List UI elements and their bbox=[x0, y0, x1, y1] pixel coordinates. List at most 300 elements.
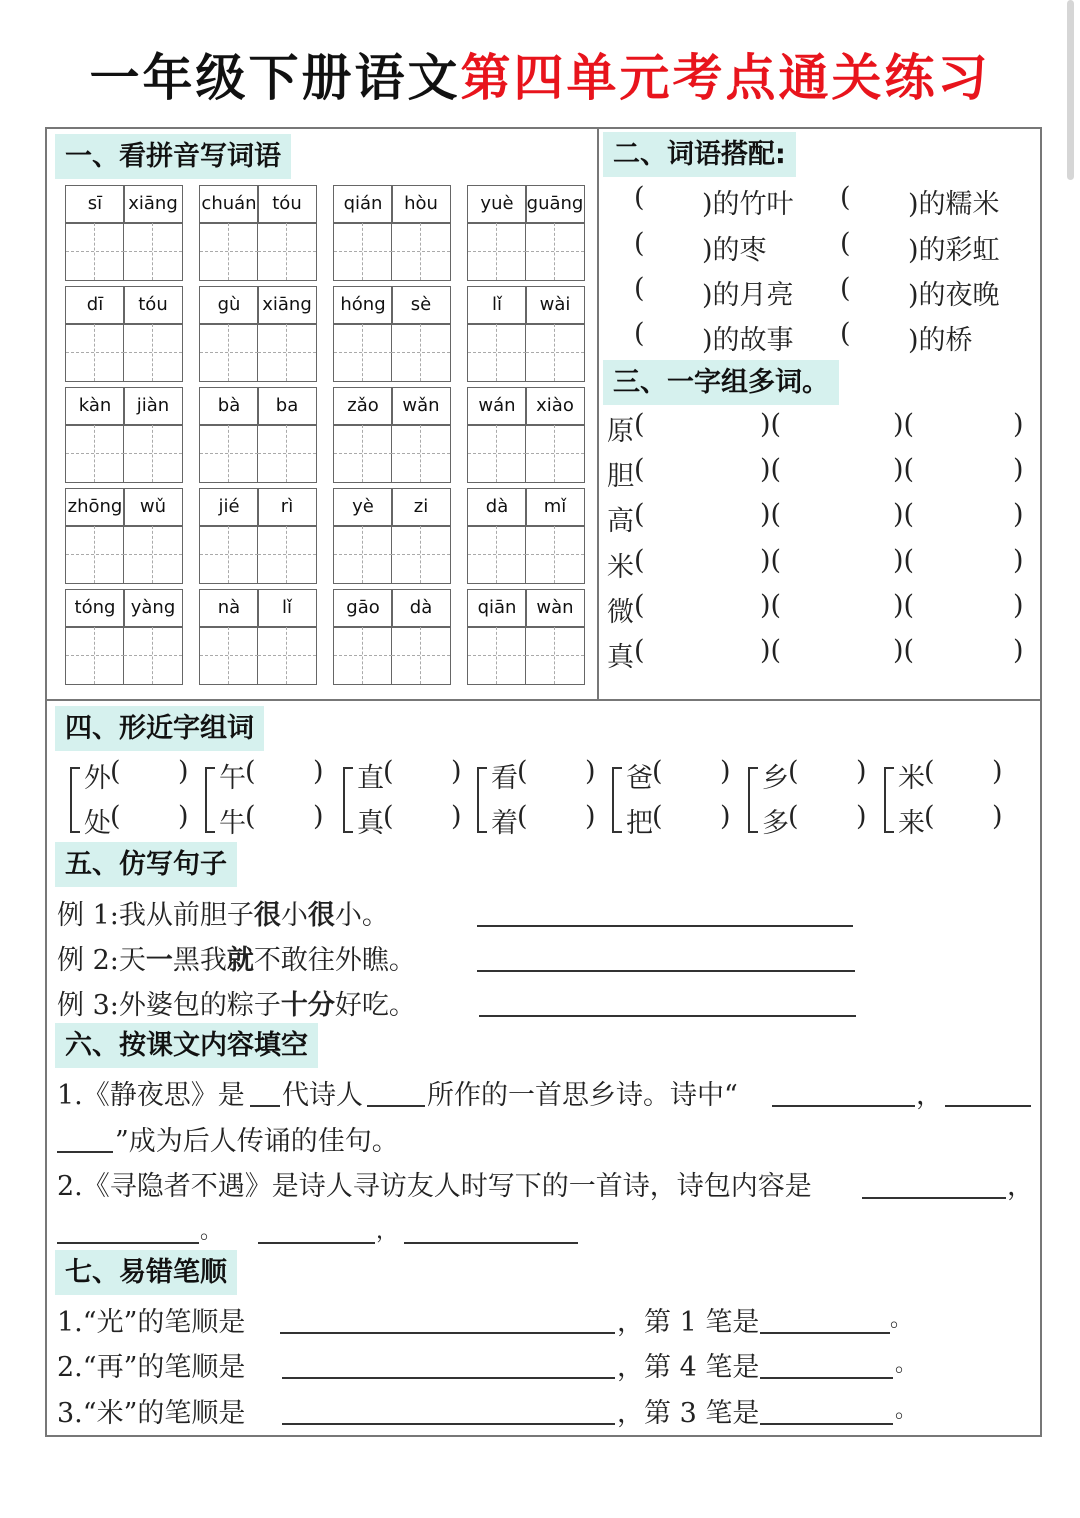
guide-line bbox=[392, 453, 450, 454]
cell-separator bbox=[123, 186, 125, 222]
paren: ( bbox=[110, 756, 121, 787]
paren: ) bbox=[1013, 590, 1024, 621]
title-part-1: 一年级下册语文 bbox=[89, 49, 461, 107]
scrollbar[interactable] bbox=[1067, 0, 1074, 180]
paren: ) bbox=[313, 756, 324, 787]
root-char: 米 bbox=[607, 552, 634, 583]
match-open-paren: ( bbox=[634, 182, 645, 213]
writing-box[interactable] bbox=[258, 627, 316, 684]
guide-line bbox=[200, 554, 258, 555]
paren: ) bbox=[178, 756, 189, 787]
writing-box[interactable] bbox=[392, 425, 450, 482]
writing-box[interactable] bbox=[334, 425, 392, 482]
match-open-paren: ( bbox=[634, 228, 645, 259]
pinyin-cell[interactable] bbox=[65, 589, 183, 685]
writing-box[interactable] bbox=[526, 223, 584, 280]
paren: ) bbox=[992, 756, 1003, 787]
match-open-paren: ( bbox=[840, 228, 851, 259]
paren: ( bbox=[788, 756, 799, 787]
match-open-paren: ( bbox=[840, 273, 851, 304]
guide-line bbox=[526, 251, 584, 252]
paren: )( bbox=[893, 590, 915, 621]
match-phrase-left: )的月亮 bbox=[702, 280, 794, 311]
pinyin-cell[interactable] bbox=[65, 488, 183, 584]
pinyin-syllable: qiān bbox=[477, 597, 517, 618]
cell-separator bbox=[257, 590, 259, 626]
writing-box[interactable] bbox=[526, 526, 584, 583]
cell-separator bbox=[525, 186, 527, 222]
paren: ) bbox=[451, 801, 462, 832]
guide-line bbox=[258, 251, 316, 252]
pinyin-syllable: sè bbox=[410, 294, 432, 315]
pinyin-syllable: qián bbox=[343, 193, 383, 214]
guide-line bbox=[526, 453, 584, 454]
guide-line bbox=[334, 554, 392, 555]
bracket bbox=[748, 767, 758, 833]
cell-separator bbox=[391, 590, 393, 626]
bracket bbox=[477, 767, 487, 833]
cell-separator bbox=[257, 186, 259, 222]
writing-box[interactable] bbox=[66, 324, 124, 381]
pinyin-syllable: tóng bbox=[74, 597, 116, 618]
stroke-question-end: 。 bbox=[895, 1352, 918, 1377]
paren: )( bbox=[760, 454, 782, 485]
pinyin-syllable: dī bbox=[86, 294, 104, 315]
pinyin-syllable: bà bbox=[217, 395, 241, 416]
writing-box[interactable] bbox=[468, 526, 526, 583]
stroke-question-mid: ，第 1 笔是 bbox=[617, 1307, 760, 1338]
guide-line bbox=[124, 453, 182, 454]
pinyin-syllable: kàn bbox=[78, 395, 112, 416]
writing-box[interactable] bbox=[334, 627, 392, 684]
pinyin-cell[interactable] bbox=[467, 488, 585, 584]
guide-line bbox=[392, 251, 450, 252]
similar-char: 多 bbox=[762, 808, 789, 839]
paren: )( bbox=[760, 409, 782, 440]
bracket bbox=[205, 767, 215, 833]
writing-box[interactable] bbox=[334, 223, 392, 280]
pinyin-syllable: xiāng bbox=[262, 294, 312, 315]
match-phrase-right: )的夜晚 bbox=[908, 280, 1000, 311]
stroke-question: 1.“光”的笔顺是 bbox=[57, 1307, 246, 1338]
guide-line bbox=[124, 352, 182, 353]
pinyin-syllable: tóu bbox=[272, 193, 302, 214]
match-open-paren: ( bbox=[634, 273, 645, 304]
pinyin-cell[interactable] bbox=[199, 589, 317, 685]
blank-stroke[interactable] bbox=[760, 1423, 893, 1425]
cell-separator bbox=[123, 287, 125, 323]
blank-stroke-order[interactable] bbox=[280, 1332, 615, 1334]
paren: ) bbox=[1013, 545, 1024, 576]
cell-separator bbox=[123, 388, 125, 424]
guide-line bbox=[468, 352, 526, 353]
cell-separator bbox=[525, 590, 527, 626]
match-open-paren: ( bbox=[840, 182, 851, 213]
paren: ( bbox=[652, 756, 663, 787]
blank-stroke[interactable] bbox=[760, 1332, 890, 1334]
writing-box[interactable] bbox=[124, 223, 182, 280]
writing-box[interactable] bbox=[334, 526, 392, 583]
paren: ) bbox=[1013, 635, 1024, 666]
section7-title: 七、易错笔顺 bbox=[55, 1250, 237, 1295]
paren: ) bbox=[1013, 454, 1024, 485]
pinyin-cell[interactable] bbox=[199, 488, 317, 584]
writing-box[interactable] bbox=[200, 526, 258, 583]
pinyin-cell[interactable] bbox=[333, 488, 451, 584]
guide-line bbox=[526, 352, 584, 353]
stroke-question-end: 。 bbox=[890, 1307, 913, 1332]
similar-char: 爸 bbox=[626, 763, 653, 794]
match-open-paren: ( bbox=[840, 318, 851, 349]
guide-line bbox=[200, 453, 258, 454]
similar-char: 牛 bbox=[219, 808, 246, 839]
paren: ( bbox=[110, 801, 121, 832]
writing-box[interactable] bbox=[392, 627, 450, 684]
blank-verse-1[interactable] bbox=[772, 1105, 915, 1107]
pinyin-syllable: chuán bbox=[201, 193, 257, 214]
paren: )( bbox=[893, 409, 915, 440]
guide-line bbox=[66, 453, 124, 454]
writing-box[interactable] bbox=[200, 223, 258, 280]
pinyin-syllable: gāo bbox=[346, 597, 380, 618]
paren: ) bbox=[1013, 409, 1024, 440]
guide-line bbox=[124, 554, 182, 555]
writing-box[interactable] bbox=[468, 627, 526, 684]
guide-line bbox=[258, 655, 316, 656]
pinyin-cell[interactable] bbox=[467, 387, 585, 483]
writing-box[interactable] bbox=[392, 526, 450, 583]
match-phrase-right: )的桥 bbox=[908, 325, 973, 356]
writing-box[interactable] bbox=[392, 223, 450, 280]
paren: ( bbox=[383, 756, 394, 787]
match-phrase-left: )的竹叶 bbox=[702, 189, 794, 220]
blank-poem-3[interactable] bbox=[258, 1242, 375, 1244]
pinyin-syllable: yàng bbox=[130, 597, 176, 618]
paren: )( bbox=[760, 635, 782, 666]
blank-verse-2-cont[interactable] bbox=[57, 1151, 113, 1153]
writing-box[interactable] bbox=[468, 223, 526, 280]
pinyin-syllable: guāng bbox=[526, 193, 584, 214]
paren: ) bbox=[856, 756, 867, 787]
guide-line bbox=[200, 655, 258, 656]
pinyin-syllable: zi bbox=[413, 496, 429, 517]
blank-stroke[interactable] bbox=[760, 1377, 893, 1379]
fill-q1-part-b: 代诗人 bbox=[282, 1080, 363, 1111]
paren: )( bbox=[893, 545, 915, 576]
blank-poem-1[interactable] bbox=[862, 1197, 1006, 1199]
pinyin-cell[interactable] bbox=[467, 589, 585, 685]
paren: ) bbox=[585, 801, 596, 832]
similar-char: 把 bbox=[626, 808, 653, 839]
writing-box[interactable] bbox=[200, 324, 258, 381]
writing-box[interactable] bbox=[66, 526, 124, 583]
writing-box[interactable] bbox=[124, 627, 182, 684]
paren: ) bbox=[451, 756, 462, 787]
pinyin-syllable: sī bbox=[87, 193, 103, 214]
blank-stroke-order[interactable] bbox=[282, 1423, 615, 1425]
paren: ) bbox=[1013, 499, 1024, 530]
match-phrase-right: )的糯米 bbox=[908, 189, 1000, 220]
cell-separator bbox=[257, 287, 259, 323]
blank-poem-4[interactable] bbox=[404, 1242, 578, 1244]
paren: ( bbox=[924, 801, 935, 832]
pinyin-cell[interactable] bbox=[65, 286, 183, 382]
pinyin-cell[interactable] bbox=[333, 589, 451, 685]
stroke-question: 3.“米”的笔顺是 bbox=[57, 1398, 246, 1429]
section5-title: 五、仿写句子 bbox=[55, 842, 237, 887]
match-phrase-right: )的彩虹 bbox=[908, 235, 1000, 266]
paren: ( bbox=[517, 756, 528, 787]
paren: ( bbox=[245, 756, 256, 787]
example-sentence-3: 例 3:外婆包的粽子十分好吃。 bbox=[57, 990, 416, 1021]
pinyin-syllable: wǔ bbox=[139, 496, 167, 517]
similar-char: 来 bbox=[898, 808, 925, 839]
pinyin-syllable: dà bbox=[485, 496, 509, 517]
pinyin-syllable: jiàn bbox=[136, 395, 170, 416]
root-char: 胆 bbox=[607, 461, 634, 492]
root-char: 原 bbox=[607, 416, 634, 447]
fill-q2-part-b: ， bbox=[1007, 1171, 1034, 1202]
writing-box[interactable] bbox=[334, 324, 392, 381]
pinyin-syllable: wàn bbox=[536, 597, 574, 618]
writing-box[interactable] bbox=[258, 223, 316, 280]
pinyin-syllable: xiào bbox=[536, 395, 574, 416]
divider-vertical bbox=[597, 128, 599, 700]
root-char: 微 bbox=[607, 597, 634, 628]
bracket bbox=[343, 767, 353, 833]
similar-char: 乡 bbox=[762, 763, 789, 794]
pinyin-syllable: wài bbox=[539, 294, 571, 315]
bracket bbox=[884, 767, 894, 833]
writing-box[interactable] bbox=[526, 627, 584, 684]
blank-stroke-order[interactable] bbox=[282, 1377, 615, 1379]
fill-q2-part-c: 。 bbox=[200, 1219, 223, 1244]
pinyin-syllable: wán bbox=[478, 395, 516, 416]
guide-line bbox=[334, 251, 392, 252]
pinyin-syllable: zhōng bbox=[67, 496, 123, 517]
paren: ) bbox=[585, 756, 596, 787]
paren: ) bbox=[992, 801, 1003, 832]
paren: ( bbox=[634, 545, 645, 576]
writing-box[interactable] bbox=[200, 627, 258, 684]
root-char: 真 bbox=[607, 642, 634, 673]
stroke-question: 2.“再”的笔顺是 bbox=[57, 1352, 246, 1383]
paren: ( bbox=[634, 590, 645, 621]
paren: )( bbox=[893, 635, 915, 666]
paren: ( bbox=[924, 756, 935, 787]
blank-poet[interactable] bbox=[367, 1105, 425, 1107]
paren: ( bbox=[383, 801, 394, 832]
section3-title: 三、一字组多词。 bbox=[603, 360, 839, 405]
writing-box[interactable] bbox=[66, 223, 124, 280]
cell-separator bbox=[391, 186, 393, 222]
section4-title: 四、形近字组词 bbox=[55, 706, 264, 751]
pinyin-syllable: rì bbox=[280, 496, 294, 517]
cell-separator bbox=[391, 388, 393, 424]
similar-char: 午 bbox=[219, 763, 246, 794]
pinyin-syllable: ba bbox=[275, 395, 299, 416]
guide-line bbox=[258, 554, 316, 555]
paren: ( bbox=[517, 801, 528, 832]
paren: )( bbox=[760, 545, 782, 576]
cell-separator bbox=[257, 388, 259, 424]
divider-horizontal bbox=[46, 699, 1041, 701]
paren: )( bbox=[893, 454, 915, 485]
fill-q2-part-d: ， bbox=[376, 1219, 399, 1244]
writing-box[interactable] bbox=[66, 425, 124, 482]
similar-char: 看 bbox=[491, 763, 518, 794]
answer-line-3[interactable] bbox=[479, 1015, 856, 1017]
paren: ) bbox=[720, 756, 731, 787]
pinyin-syllable: lǐ bbox=[491, 294, 502, 315]
guide-line bbox=[334, 352, 392, 353]
pinyin-syllable: gù bbox=[217, 294, 241, 315]
guide-line bbox=[392, 352, 450, 353]
guide-line bbox=[468, 655, 526, 656]
paren: )( bbox=[760, 499, 782, 530]
root-char: 高 bbox=[607, 506, 634, 537]
writing-box[interactable] bbox=[124, 425, 182, 482]
paren: ( bbox=[634, 499, 645, 530]
pinyin-cell[interactable] bbox=[467, 185, 585, 281]
title-part-2: 第四单元考点通关练习 bbox=[460, 49, 991, 107]
pinyin-cell[interactable] bbox=[333, 286, 451, 382]
pinyin-syllable: xiāng bbox=[128, 193, 178, 214]
paren: ( bbox=[245, 801, 256, 832]
paren: ( bbox=[634, 409, 645, 440]
cell-separator bbox=[257, 489, 259, 525]
cell-separator bbox=[525, 388, 527, 424]
guide-line bbox=[468, 251, 526, 252]
answer-line-2[interactable] bbox=[477, 970, 855, 972]
writing-box[interactable] bbox=[526, 324, 584, 381]
writing-box[interactable] bbox=[468, 324, 526, 381]
writing-box[interactable] bbox=[392, 324, 450, 381]
page-title bbox=[0, 38, 1080, 110]
paren: ( bbox=[652, 801, 663, 832]
blank-poem-2[interactable] bbox=[57, 1242, 199, 1244]
cell-separator bbox=[391, 287, 393, 323]
paren: ) bbox=[720, 801, 731, 832]
similar-char: 外 bbox=[84, 763, 111, 794]
guide-line bbox=[526, 655, 584, 656]
guide-line bbox=[124, 251, 182, 252]
pinyin-syllable: hòu bbox=[404, 193, 438, 214]
paren: ( bbox=[634, 635, 645, 666]
blank-verse-2[interactable] bbox=[945, 1105, 1031, 1107]
writing-box[interactable] bbox=[258, 425, 316, 482]
pinyin-cell[interactable] bbox=[333, 185, 451, 281]
writing-box[interactable] bbox=[258, 324, 316, 381]
example-sentence-1: 例 1:我从前胆子很小很小。 bbox=[57, 900, 389, 931]
paren: ) bbox=[178, 801, 189, 832]
writing-box[interactable] bbox=[66, 627, 124, 684]
match-open-paren: ( bbox=[634, 318, 645, 349]
section6-title: 六、按课文内容填空 bbox=[55, 1023, 318, 1068]
guide-line bbox=[66, 352, 124, 353]
pinyin-syllable: yè bbox=[352, 496, 374, 517]
guide-line bbox=[258, 453, 316, 454]
match-phrase-left: )的故事 bbox=[702, 325, 794, 356]
pinyin-cell[interactable] bbox=[199, 185, 317, 281]
guide-line bbox=[392, 554, 450, 555]
pinyin-syllable: tóu bbox=[138, 294, 168, 315]
guide-line bbox=[258, 352, 316, 353]
paren: ( bbox=[634, 454, 645, 485]
blank-dynasty[interactable] bbox=[250, 1105, 280, 1107]
writing-box[interactable] bbox=[124, 324, 182, 381]
guide-line bbox=[124, 655, 182, 656]
fill-q1-part-c: 所作的一首思乡诗。诗中“ bbox=[427, 1080, 738, 1111]
similar-char: 米 bbox=[898, 763, 925, 794]
pinyin-cell[interactable] bbox=[199, 286, 317, 382]
cell-separator bbox=[123, 590, 125, 626]
paren: ( bbox=[788, 801, 799, 832]
paren: )( bbox=[893, 499, 915, 530]
guide-line bbox=[468, 453, 526, 454]
guide-line bbox=[526, 554, 584, 555]
paren: ) bbox=[856, 801, 867, 832]
guide-line bbox=[200, 352, 258, 353]
pinyin-syllable: mǐ bbox=[543, 496, 567, 517]
pinyin-syllable: jié bbox=[218, 496, 240, 517]
stroke-question-mid: ，第 4 笔是 bbox=[617, 1352, 760, 1383]
pinyin-syllable: nà bbox=[217, 597, 241, 618]
bracket bbox=[612, 767, 622, 833]
paren: )( bbox=[760, 590, 782, 621]
pinyin-cell[interactable] bbox=[467, 286, 585, 382]
paren: ) bbox=[313, 801, 324, 832]
stroke-question-mid: ，第 3 笔是 bbox=[617, 1398, 760, 1429]
pinyin-syllable: zǎo bbox=[347, 395, 379, 416]
stroke-question-end: 。 bbox=[895, 1398, 918, 1423]
similar-char: 真 bbox=[357, 808, 384, 839]
pinyin-cell[interactable] bbox=[199, 387, 317, 483]
writing-box[interactable] bbox=[200, 425, 258, 482]
match-phrase-left: )的枣 bbox=[702, 235, 767, 266]
fill-q1-part-d: ， bbox=[916, 1080, 943, 1111]
writing-box[interactable] bbox=[124, 526, 182, 583]
cell-separator bbox=[525, 287, 527, 323]
guide-line bbox=[334, 453, 392, 454]
cell-separator bbox=[391, 489, 393, 525]
similar-char: 着 bbox=[491, 808, 518, 839]
cell-separator bbox=[525, 489, 527, 525]
pinyin-cell[interactable] bbox=[65, 185, 183, 281]
pinyin-syllable: dà bbox=[409, 597, 433, 618]
fill-q1-part-e: ”成为后人传诵的佳句。 bbox=[115, 1126, 399, 1157]
writing-box[interactable] bbox=[526, 425, 584, 482]
guide-line bbox=[200, 251, 258, 252]
guide-line bbox=[392, 655, 450, 656]
answer-line-1[interactable] bbox=[477, 925, 853, 927]
writing-box[interactable] bbox=[258, 526, 316, 583]
guide-line bbox=[66, 554, 124, 555]
pinyin-cell[interactable] bbox=[65, 387, 183, 483]
pinyin-syllable: hóng bbox=[340, 294, 386, 315]
fill-q1-part-a: 1.《静夜思》是 bbox=[57, 1080, 245, 1111]
cell-separator bbox=[123, 489, 125, 525]
fill-q2-part-a: 2.《寻隐者不遇》是诗人寻访友人时写下的一首诗，诗包内容是 bbox=[57, 1171, 812, 1202]
pinyin-cell[interactable] bbox=[333, 387, 451, 483]
section1-title: 一、看拼音写词语 bbox=[55, 134, 291, 179]
guide-line bbox=[66, 251, 124, 252]
writing-box[interactable] bbox=[468, 425, 526, 482]
bracket bbox=[70, 767, 80, 833]
guide-line bbox=[66, 655, 124, 656]
guide-line bbox=[468, 554, 526, 555]
example-sentence-2: 例 2:天一黑我就不敢往外瞧。 bbox=[57, 945, 416, 976]
